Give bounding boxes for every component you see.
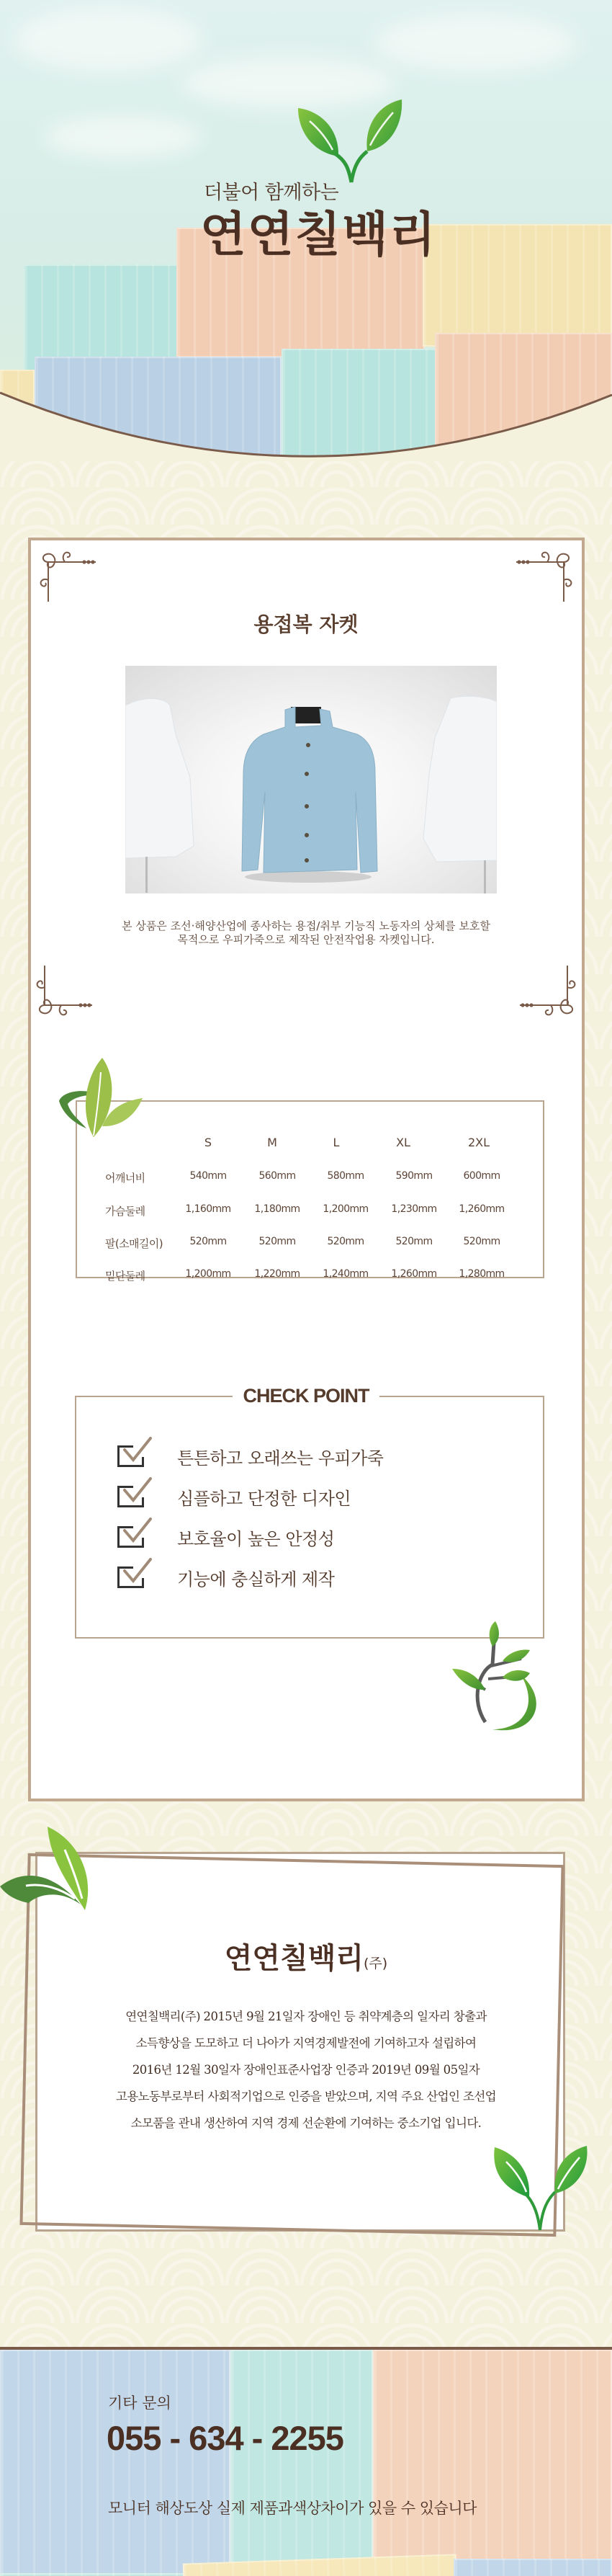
company-description: 연연칠백리(주) 2015년 9월 21일자 장애인 등 취약계층의 일자리 창출과 소득향상을 도모하고 더 나아가 지역경제발전에 기여하고자 설립하여 2016년 12월 30일자 장애인표준사업장 인증과 2019년 09월 05일자 고용노동부로부터 사회적기업으로 인증을 받았으며, 지역 주요 산업인 조선업 소모품을 관내 생산하여 지역 경제 선순환에 기여하는 중소기업 입니다.	[115, 2010, 496, 2130]
size-value: 520mm	[327, 1236, 364, 1247]
contact-phone[interactable]: 055 - 634 - 2255	[107, 2419, 343, 2457]
product-title: 용접복 자켓	[253, 612, 359, 636]
size-value: 1,200mm	[323, 1203, 369, 1215]
size-value: 1,280mm	[459, 1268, 505, 1280]
checkmark-icon	[122, 1558, 153, 1585]
hero-subtitle: 더불어 함께하는	[204, 182, 339, 204]
leaf-icon	[52, 1058, 143, 1138]
leaf-icon	[0, 1819, 94, 1913]
size-value: 560mm	[258, 1170, 296, 1182]
ornament-corner-icon	[29, 966, 94, 1023]
product-description: 본 상품은 조선·해양산업에 종사하는 용접/취부 기능직 노동자의 상체를 보호할 목적으로 우피가죽으로 제작된 안전작업용 자켓입니다.	[122, 919, 490, 946]
size-column-header: L	[333, 1136, 340, 1149]
size-table-frame	[76, 1100, 544, 1278]
size-row-label: 어깨너비	[105, 1172, 145, 1185]
footer	[0, 2347, 612, 2576]
checkmark-icon	[122, 1517, 153, 1545]
size-column-header: XL	[396, 1136, 410, 1149]
sprout-icon	[295, 99, 403, 184]
ornament-corner-icon	[515, 544, 580, 602]
size-value: 580mm	[327, 1170, 364, 1182]
ornament-corner-icon	[32, 544, 97, 602]
size-row-label: 밑단둘레	[105, 1270, 145, 1283]
size-value: 590mm	[395, 1170, 433, 1182]
size-column-header: 2XL	[467, 1136, 490, 1149]
size-row-label: 가슴둘레	[105, 1205, 145, 1218]
checkmark-icon	[122, 1477, 153, 1505]
check-point-title: CHECK POINT	[0, 1385, 612, 1407]
hero-title: 연연칠백리	[200, 207, 437, 262]
size-column-header: M	[267, 1136, 277, 1149]
size-row-label: 팔(소매길이)	[105, 1237, 163, 1250]
size-value: 1,260mm	[391, 1268, 437, 1280]
size-value: 1,180mm	[254, 1203, 300, 1215]
size-value: 1,220mm	[254, 1268, 300, 1280]
product-image	[125, 666, 497, 893]
size-value: 540mm	[189, 1170, 227, 1182]
company-title: 연연칠백리(주)	[224, 1942, 388, 1975]
jacket-blue	[235, 705, 382, 886]
size-value: 600mm	[463, 1170, 500, 1182]
size-value: 520mm	[189, 1236, 227, 1247]
branch-leaf-icon	[449, 1621, 557, 1737]
size-value: 520mm	[463, 1236, 500, 1247]
size-column-header: S	[204, 1136, 212, 1149]
checkmark-icon	[122, 1437, 153, 1464]
size-value: 1,200mm	[185, 1268, 231, 1280]
contact-label: 기타 문의	[108, 2394, 171, 2412]
ornament-corner-icon	[518, 966, 583, 1023]
size-value: 520mm	[395, 1236, 433, 1247]
size-value: 1,160mm	[185, 1203, 231, 1215]
size-value: 1,230mm	[391, 1203, 437, 1215]
jacket-white-right	[422, 695, 497, 893]
size-value: 1,260mm	[459, 1203, 505, 1215]
color-disclaimer: 모니터 해상도상 실제 제품과색상차이가 있을 수 있습니다	[108, 2500, 477, 2517]
size-value: 1,240mm	[323, 1268, 369, 1280]
jacket-white-left	[125, 691, 197, 893]
size-value: 520mm	[258, 1236, 296, 1247]
hero-banner	[0, 0, 612, 461]
footer-overlay	[0, 2350, 612, 2576]
